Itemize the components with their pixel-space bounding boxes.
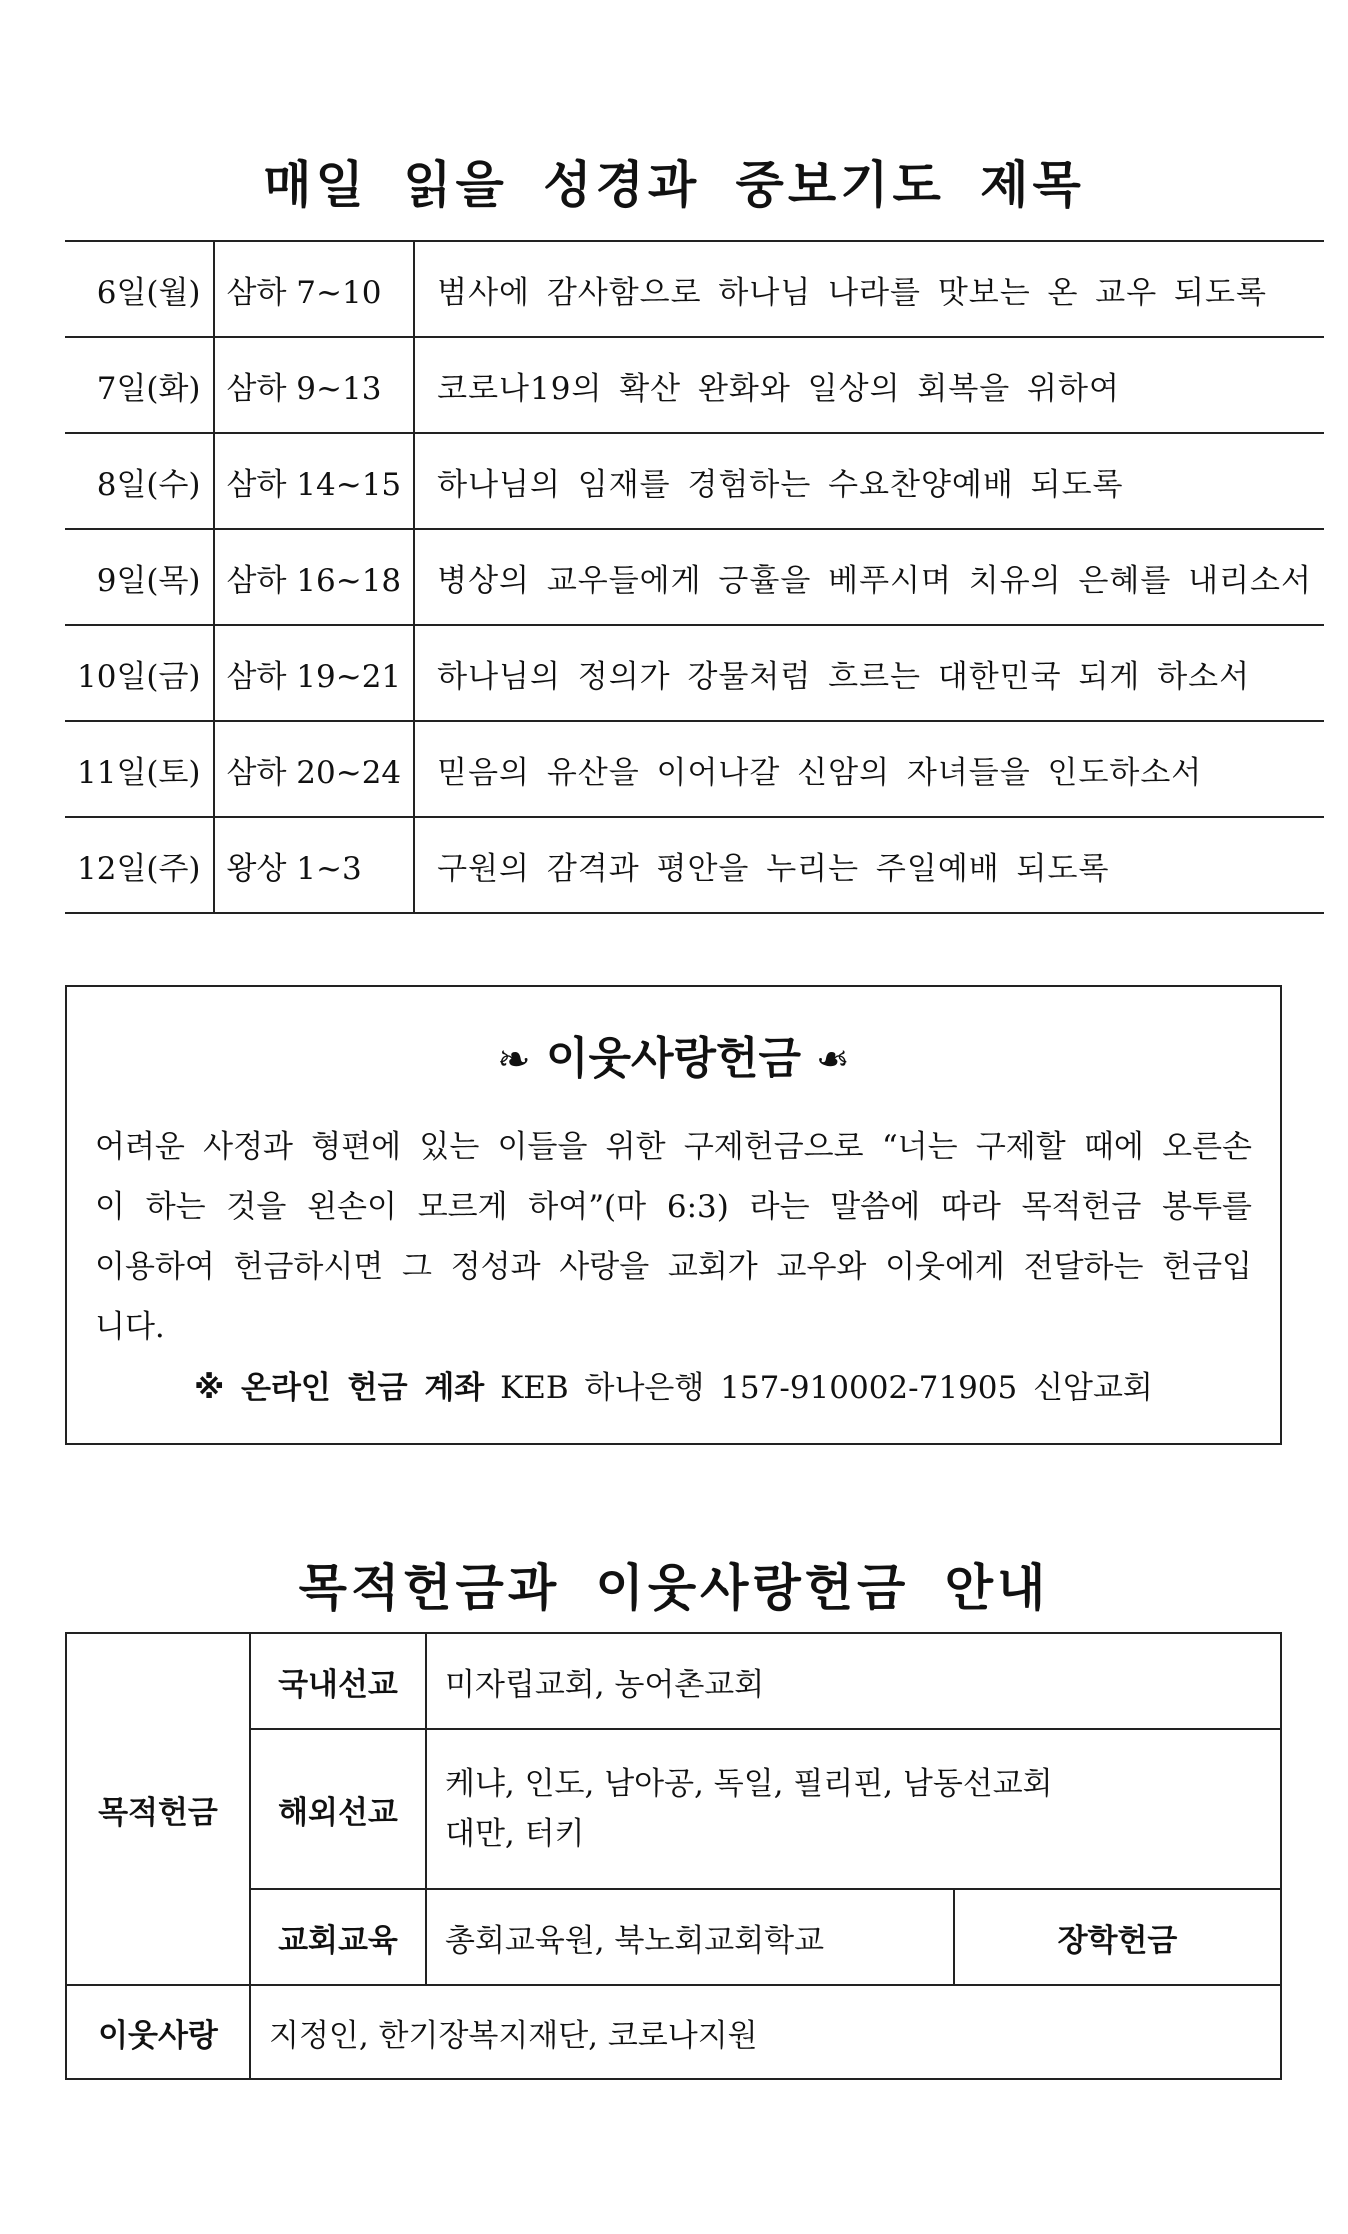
reading-day: 6일(월) <box>65 241 214 337</box>
table-row <box>65 817 1324 913</box>
prayer-topic: 믿음의 유산을 이어나갈 신암의 자녀들을 인도하소서 <box>414 721 1324 817</box>
table-row <box>65 241 1324 337</box>
overseas-mission-line: 케냐, 인도, 남아공, 독일, 필리핀, 남동선교회 <box>445 1766 1053 1802</box>
reading-passage: 삼하 20~24 <box>214 721 415 817</box>
table-row <box>65 337 1324 433</box>
online-account-label: ※ 온라인 헌금 계좌 <box>194 1370 485 1406</box>
domestic-mission-label: 국내선교 <box>250 1633 426 1729</box>
reading-passage: 왕상 1~3 <box>214 817 415 913</box>
daily-reading-title: 매일 읽을 성경과 중보기도 제목 <box>263 156 1085 214</box>
reading-passage: 삼하 9~13 <box>214 337 415 433</box>
overseas-mission-label: 해외선교 <box>250 1729 426 1889</box>
table-row <box>65 721 1324 817</box>
reading-day: 10일(금) <box>65 625 214 721</box>
reading-day: 12일(주) <box>65 817 214 913</box>
neighbor-offering-title: 이웃사랑헌금 <box>545 1033 802 1084</box>
purpose-offering-label: 목적헌금 <box>66 1633 250 1985</box>
prayer-topic: 코로나19의 확산 완화와 일상의 회복을 위하여 <box>414 337 1324 433</box>
online-account <box>67 1362 1280 1407</box>
prayer-topic: 하나님의 임재를 경험하는 수요찬양예배 되도록 <box>414 433 1324 529</box>
reading-day: 9일(목) <box>65 529 214 625</box>
table-row <box>65 625 1324 721</box>
prayer-topic: 구원의 감격과 평안을 누리는 주일예배 되도록 <box>414 817 1324 913</box>
floral-ornament-icon: ❧ <box>497 1037 531 1083</box>
neighbor-love-value: 지정인, 한기장복지재단, 코로나지원 <box>250 1985 1281 2079</box>
reading-passage: 삼하 19~21 <box>214 625 415 721</box>
domestic-mission-value: 미자립교회, 농어촌교회 <box>426 1633 1281 1729</box>
neighbor-offering-description: 어려운 사정과 형편에 있는 이들을 위한 구제헌금으로 “너는 구제할 때에 오른손이 하는 것을 왼손이 모르게 하여”(마 6:3) 라는 말씀에 따라 목적헌금 봉투를 이용하여 헌금하시면 그 정성과 사랑을 교회가 교우와 이웃에게 전달하는 헌금입니다. <box>95 1129 1252 1345</box>
reading-passage: 삼하 14~15 <box>214 433 415 529</box>
table-row <box>66 1633 1281 1729</box>
reading-day: 11일(토) <box>65 721 214 817</box>
neighbor-offering-box <box>65 985 1282 1445</box>
prayer-topic: 병상의 교우들에게 긍휼을 베푸시며 치유의 은혜를 내리소서 <box>414 529 1324 625</box>
church-education-label: 교회교육 <box>250 1889 426 1985</box>
prayer-topic: 범사에 감사함으로 하나님 나라를 맛보는 온 교우 되도록 <box>414 241 1324 337</box>
reading-day: 7일(화) <box>65 337 214 433</box>
offering-guide-table <box>65 1632 1282 2080</box>
reading-passage: 삼하 7~10 <box>214 241 415 337</box>
online-account-value: KEB 하나은행 157-910002-71905 신암교회 <box>500 1370 1153 1406</box>
reading-passage: 삼하 16~18 <box>214 529 415 625</box>
prayer-topic: 하나님의 정의가 강물처럼 흐르는 대한민국 되게 하소서 <box>414 625 1324 721</box>
overseas-mission-line: 대만, 터키 <box>445 1816 585 1852</box>
church-education-value: 총회교육원, 북노회교회학교 <box>426 1889 954 1985</box>
scholarship-offering-label: 장학헌금 <box>954 1889 1281 1985</box>
neighbor-love-label: 이웃사랑 <box>66 1985 250 2079</box>
neighbor-offering-heading <box>67 1022 1280 1086</box>
table-row <box>66 1985 1281 2079</box>
table-row <box>65 433 1324 529</box>
offering-guide-title: 목적헌금과 이웃사랑헌금 안내 <box>298 1559 1050 1617</box>
floral-ornament-icon: ❧ <box>816 1037 850 1083</box>
reading-day: 8일(수) <box>65 433 214 529</box>
table-row <box>65 529 1324 625</box>
daily-reading-table <box>65 240 1324 914</box>
overseas-mission-value <box>426 1729 1281 1889</box>
